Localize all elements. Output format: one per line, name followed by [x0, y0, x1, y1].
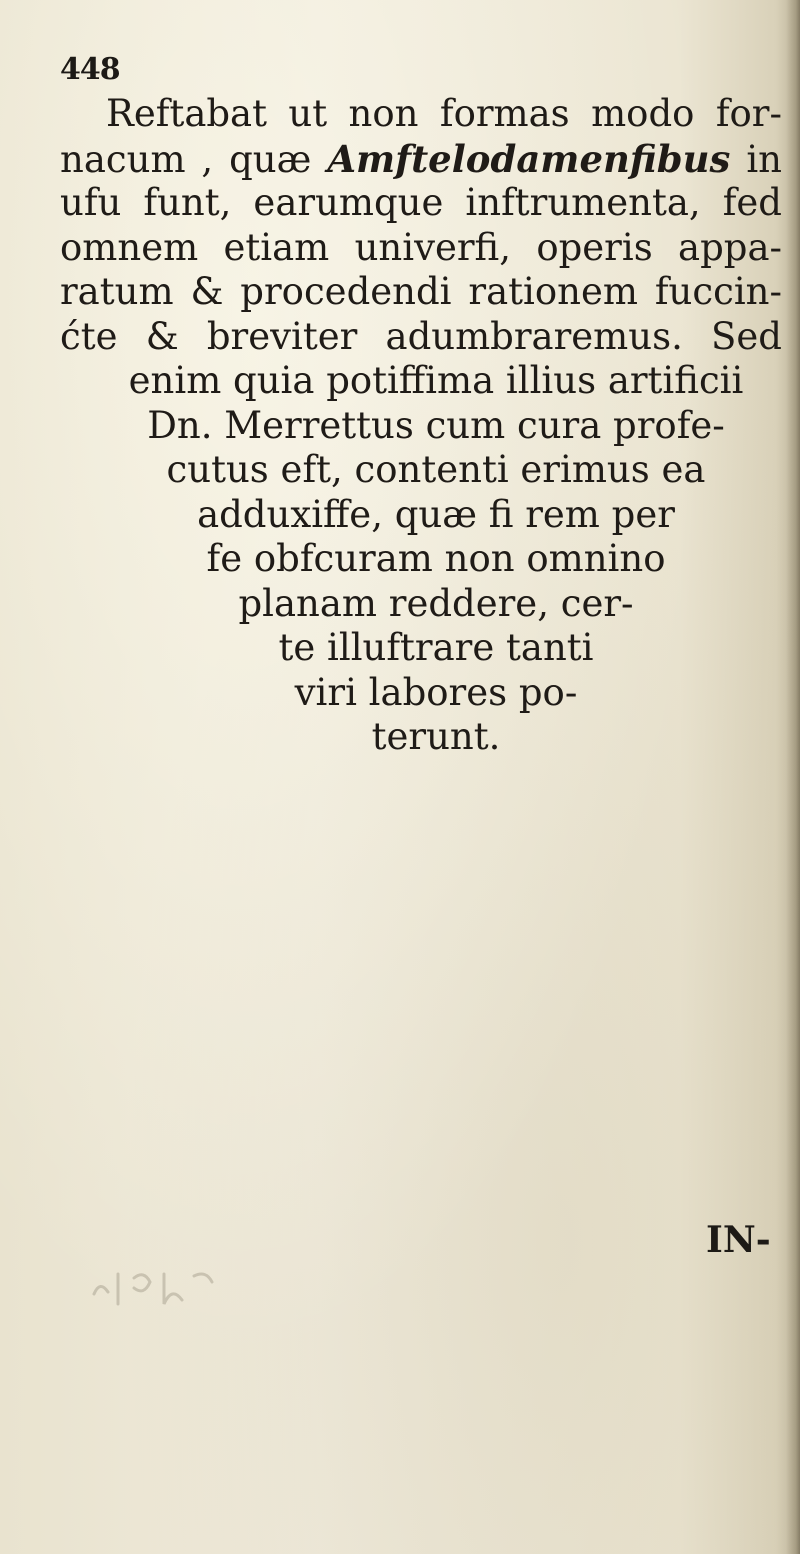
text-line-2-italic: Amftelodamenfibus [327, 136, 731, 181]
text-line-12: planam reddere, cer- [238, 581, 634, 625]
body-text [60, 92, 782, 760]
page-edge-shadow [786, 0, 800, 1554]
text-line-2-end: in [730, 137, 782, 181]
text-line-4: omnem etiam univerfi, operis appa- [60, 225, 782, 269]
bleed-through-marks [84, 1254, 234, 1314]
text-line-2 [60, 137, 782, 182]
page-number: 448 [60, 52, 120, 87]
text-line-9: cutus eft, contenti erimus ea [166, 448, 706, 491]
text-line-2-start: nacum , quæ [60, 137, 328, 181]
text-line-8: Dn. Merrettus cum cura profe- [147, 403, 725, 447]
text-line-13: te illuftrare tanti [278, 626, 594, 669]
text-line-11: fe obfcuram non omnino [206, 537, 666, 580]
text-line-3: ufu funt, earumque inftrumenta, fed [60, 181, 782, 224]
text-line-15: terunt. [371, 715, 501, 758]
text-line-10: adduxiffe, quæ fi rem per [197, 492, 675, 536]
text-line-5: ratum & procedendi rationem fuccin- [60, 270, 782, 313]
text-line-7: enim quia potiffima illius artificii [128, 359, 744, 402]
text-line-14: viri labores po- [294, 670, 578, 714]
catchword: IN- [706, 1219, 771, 1261]
text-line-1: Reftabat ut non formas modo for- [106, 92, 782, 135]
text-line-6: ćte & breviter adumbraremus. Sed [60, 314, 782, 358]
